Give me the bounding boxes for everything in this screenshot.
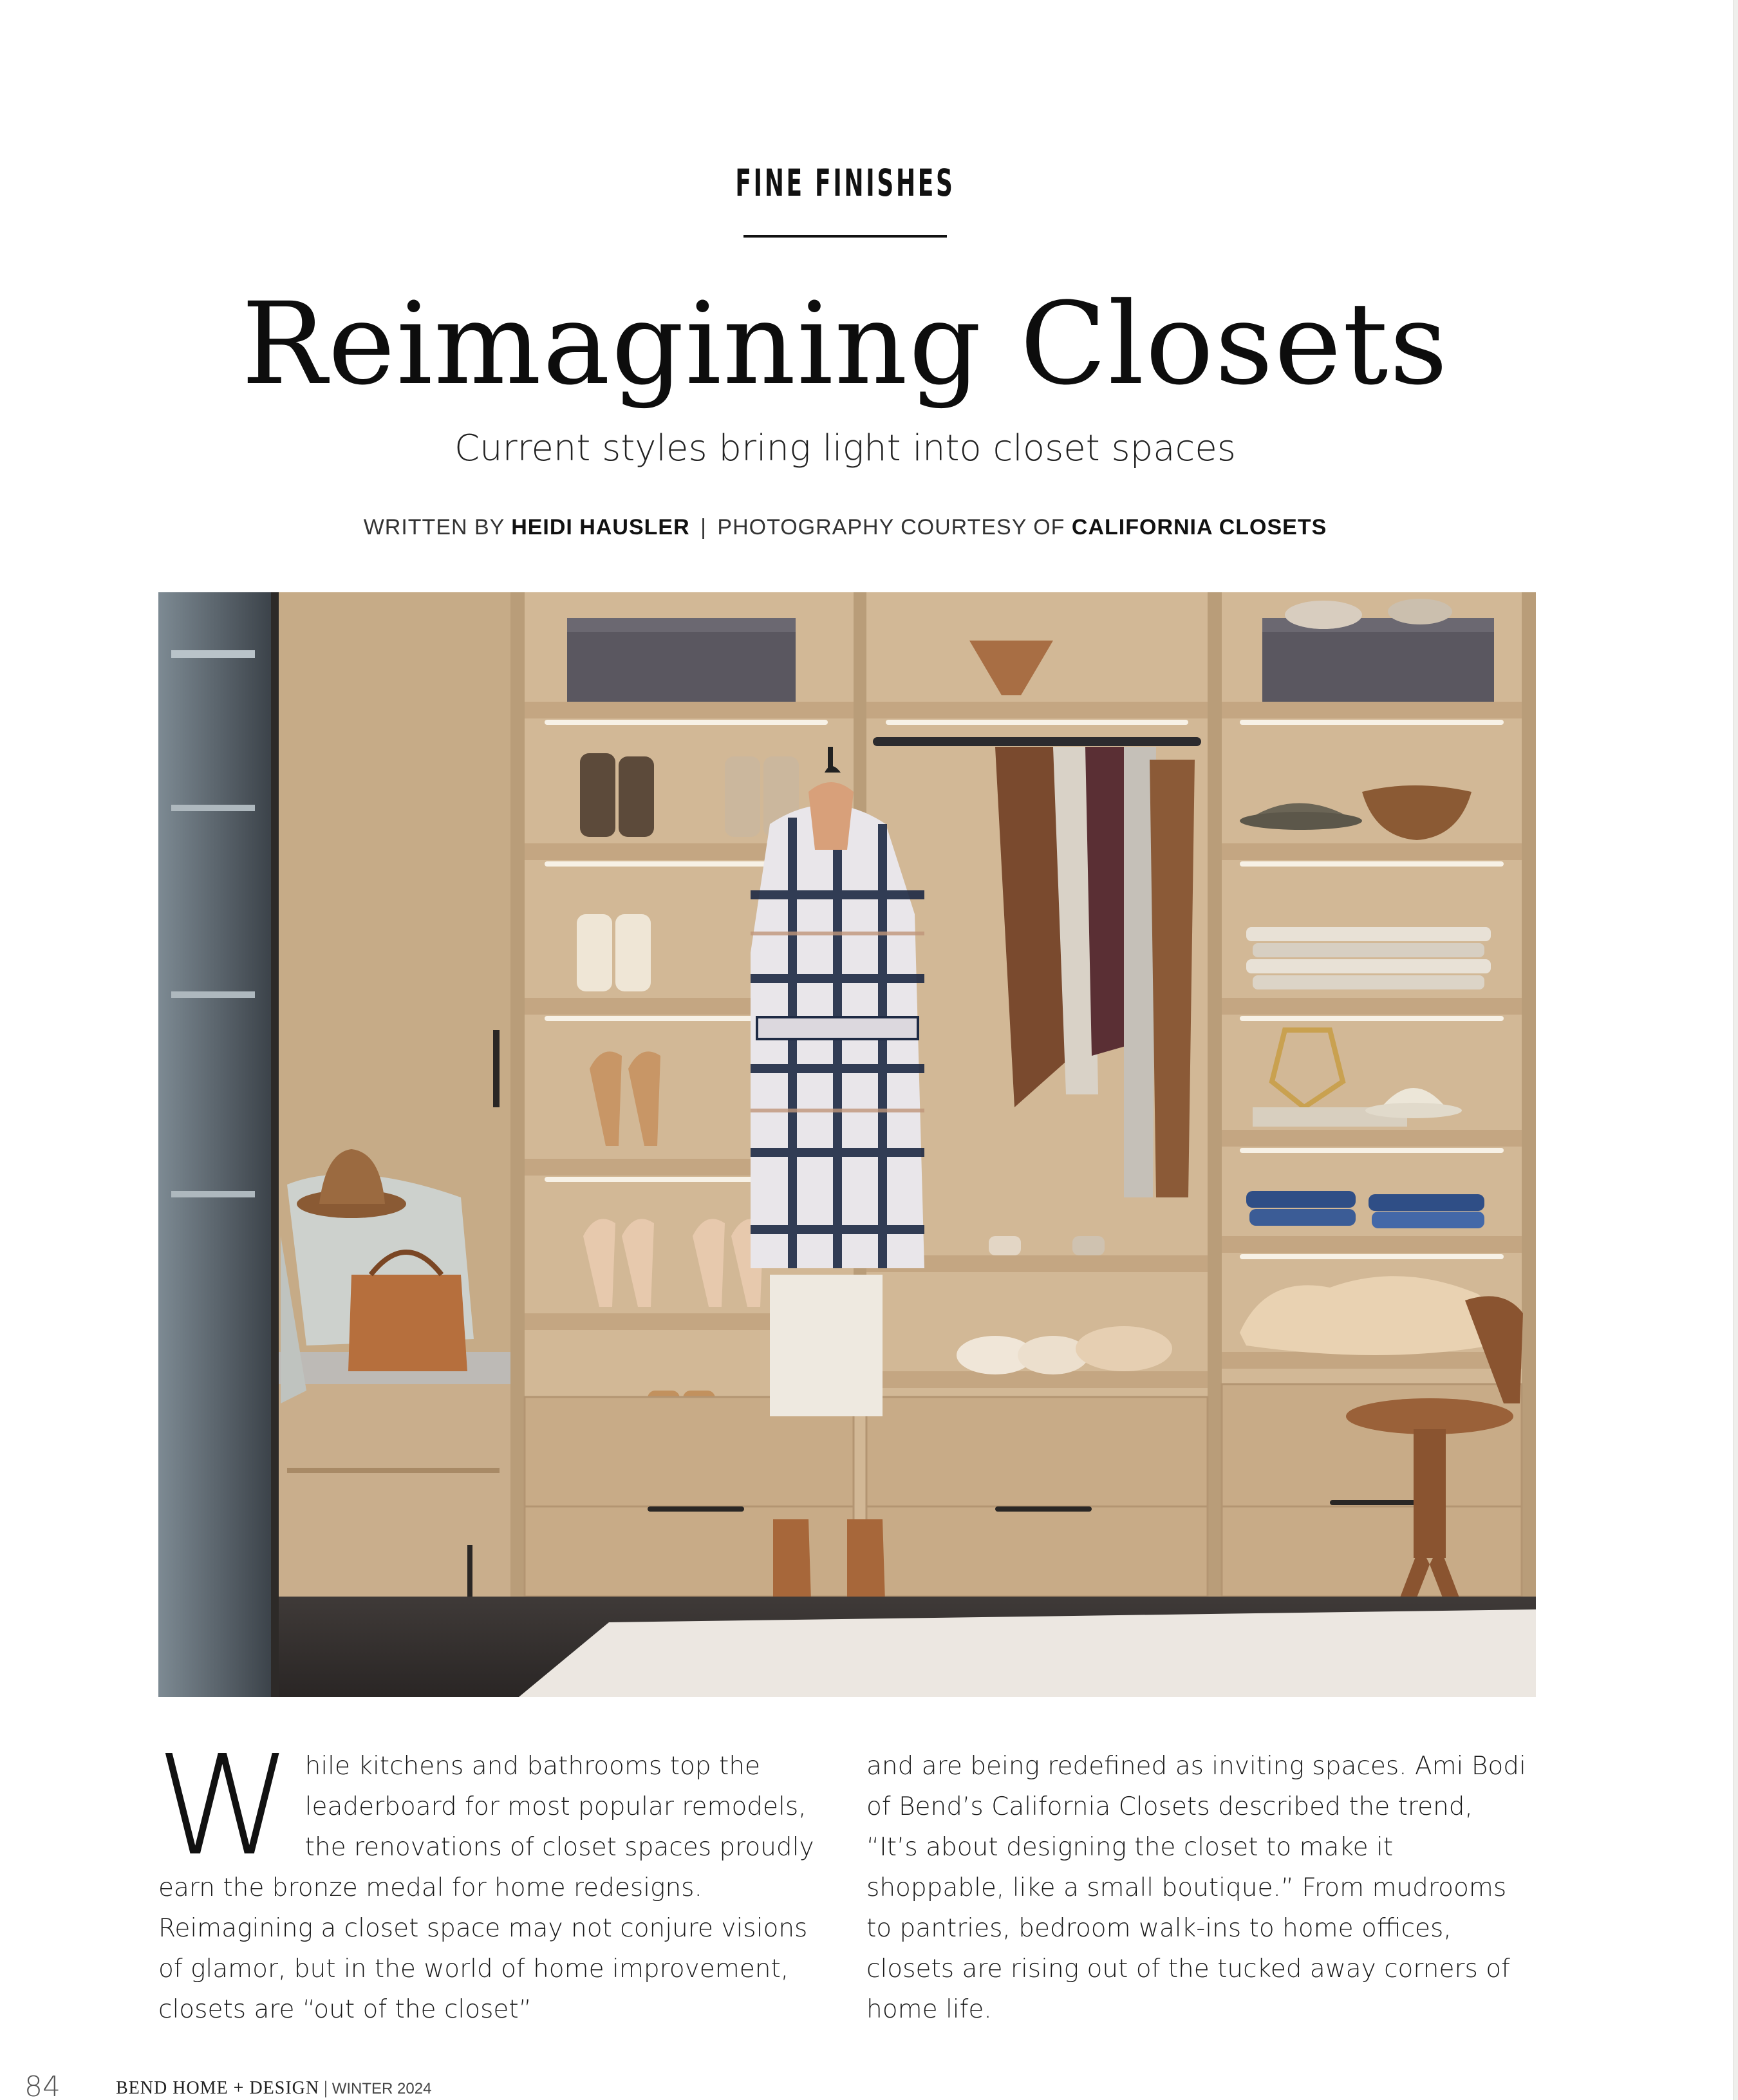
byline-photo-credit: CALIFORNIA CLOSETS — [1071, 515, 1327, 539]
magazine-name: BEND HOME + DESIGN — [116, 2078, 320, 2098]
kicker-rule — [743, 235, 947, 238]
body-column-left — [156, 1726, 821, 2030]
byline-photo-prefix: PHOTOGRAPHY COURTESY OF — [717, 515, 1065, 539]
page-number: 84 — [24, 2070, 61, 2100]
section-kicker: FINE FINISHES — [735, 161, 955, 205]
dek: Current styles bring light into closet spaces — [454, 427, 1236, 469]
issue-date: WINTER 2024 — [332, 2080, 432, 2097]
body-left-text: hile kitchens and bathrooms top the leaderboard for most popular remodels, the renovations of closet spaces proudly earn the bronze medal for home redesigns. Reimagining a closet space may not conjure visions of glamor, but in the world of home improvement, closets are “out of the closet” — [158, 1752, 814, 2024]
headline: Reimagining Closets — [241, 278, 1449, 410]
running-footer — [116, 2078, 431, 2099]
byline-separator: | — [700, 515, 707, 539]
closet-photo — [158, 592, 1536, 1697]
byline-author: HEIDI HAUSLER — [511, 515, 690, 539]
byline — [0, 515, 1690, 540]
body-column-right: and are being redefined as inviting spaces. Ami Bodi of Bend’s California Closets described the trend, “It’s about designing the closet to make it shoppable, like a small boutique.” From mudrooms to pantries, bedroom walk-ins to home offices, closets are rising out of the tucked away corners of home life. — [866, 1752, 1526, 2024]
footer-separator: | — [324, 2078, 328, 2098]
drop-cap: W — [156, 1726, 292, 1886]
page-edge — [1733, 0, 1738, 2100]
byline-written-prefix: WRITTEN BY — [363, 515, 505, 539]
